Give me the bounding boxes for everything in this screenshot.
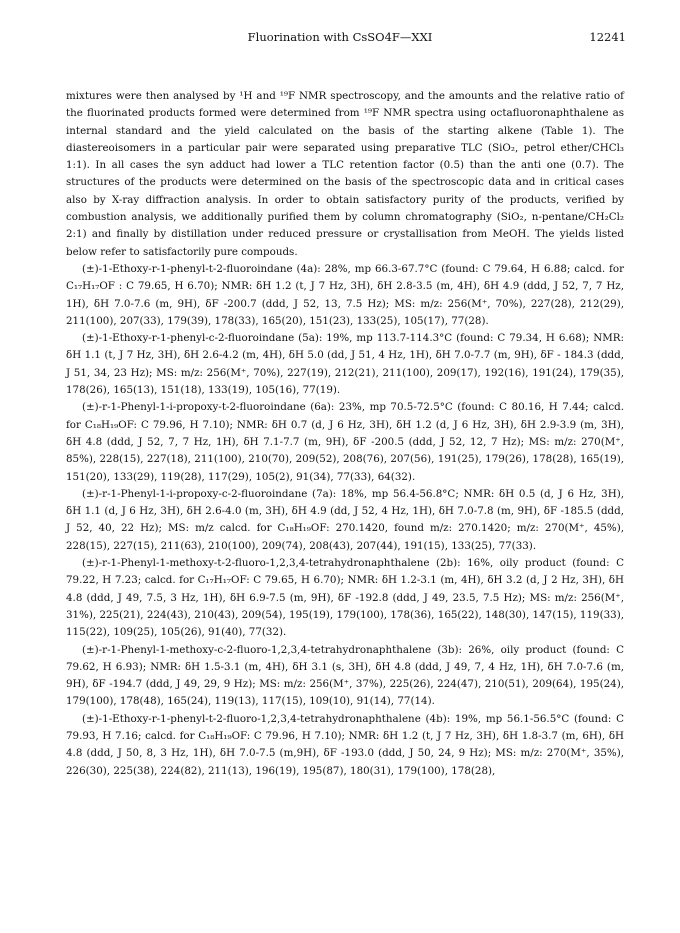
paragraph-compound-6a: (±)-r-1-Phenyl-1-i-propoxy-t-2-fluoroindane (6a): 23%, mp 70.5-72.5°C (found: C 80.16, H 7.44; calcd. for C₁₈H₁₉OF: C 79.96, H 7.10); NMR: δH 0.7 (d, J 6 Hz, 3H), δH 1.2 (d, J 6 Hz, 3H), δH 2.9-3.9 (m, 3H), δH 4.8 (ddd, J 52, 7, 7 Hz, 1H), δH 7.1-7.7 (m, 9H), δF -200.5 (ddd, J 52, 12, 7 Hz); MS: m/z: 270(M⁺, 85%), 228(15), 227(18), 211(100), 210(70), 209(52), 208(76), 207(56), 191(25), 179(26), 178(28), 165(19), 151(20), 133(29), 119(28), 117(29), 105(2), 91(34), 77(33), 64(32).	[66, 401, 624, 483]
paragraph-compound-7a: (±)-r-1-Phenyl-1-i-propoxy-c-2-fluoroindane (7a): 18%, mp 56.4-56.8°C; NMR: δH 0.5 (d, J 6 Hz, 3H), δH 1.1 (d, J 6 Hz, 3H), δH 2.6-4.0 (m, 3H), δH 4.9 (dd, J 52, 4 Hz, 1H), δH 7.0-7.8 (m, 9H), δF -185.5 (ddd, J 52, 40, 22 Hz); MS: m/z calcd. for C₁₈H₁₉OF: 270.1420, found m/z: 270.1420; m/z: 270(M⁺, 45%), 228(15), 227(15), 211(63), 210(100), 209(74), 208(43), 207(44), 191(15), 133(25), 77(33).	[66, 487, 624, 552]
page-number: 12241	[589, 30, 626, 44]
paragraph-compound-4a: (±)-1-Ethoxy-r-1-phenyl-t-2-fluoroindane (4a): 28%, mp 66.3-67.7°C (found: C 79.64, H 6.88; calcd. for C₁₇H₁₇OF : C 79.65, H 6.70); NMR: δH 1.2 (t, J 7 Hz, 3H), δH 2.8-3.5 (m, 4H), δH 4.9 (ddd, J 52, 7, 7 Hz, 1H), δH 7.0-7.6 (m, 9H), δF -200.7 (ddd, J 52, 13, 7.5 Hz); MS: m/z: 256(M⁺, 70%), 227(28), 212(29), 211(100), 207(33), 179(39), 178(33), 165(20), 151(23), 133(25), 105(17), 77(28).	[66, 262, 624, 327]
article-body	[66, 88, 624, 780]
paragraph-intro: mixtures were then analysed by ¹H and ¹⁹F NMR spectroscopy, and the amounts and the relative ratio of the fluorinated products formed were determined from ¹⁹F NMR spectra using octafluoronaphthalene as internal standard and the yield calculated on the basis of the starting alkene (Table 1). The diastereoisomers in a particular pair were separated using preparative TLC (SiO₂, petrol ether/CHCl₃ 1:1). In all cases the syn adduct had lower a TLC retention factor (0.5) than the anti one (0.7). The structures of the products were determined on the basis of the spectroscopic data and in critical cases also by X-ray diffraction analysis. In order to obtain satisfactory purity of the products, verified by combustion analysis, we additionally purified them by column chromatography (SiO₂, n-pentane/CH₂Cl₂ 2:1) and finally by distillation under reduced pressure or crystallisation from MeOH. The yields listed below refer to satisfactorily pure compouds.	[66, 90, 624, 258]
paragraph-compound-4b: (±)-1-Ethoxy-r-1-phenyl-t-2-fluoro-1,2,3,4-tetrahydronaphthalene (4b): 19%, mp 56.1-56.5°C (found: C 79.93, H 7.16; calcd. for C₁₈H₁₉OF: C 79.96, H 7.10); NMR: δH 1.2 (t, J 7 Hz, 3H), δH 1.8-3.7 (m, 6H), δH 4.8 (ddd, J 50, 8, 3 Hz, 1H), δH 7.0-7.5 (m,9H), δF -193.0 (ddd, J 50, 24, 9 Hz); MS: m/z: 270(M⁺, 35%), 226(30), 225(38), 224(82), 211(13), 196(19), 195(87), 180(31), 179(100), 178(28),	[66, 712, 624, 777]
paragraph-compound-3b: (±)-r-1-Phenyl-1-methoxy-c-2-fluoro-1,2,3,4-tetrahydronaphthalene (3b): 26%, oily product (found: C 79.62, H 6.93); NMR: δH 1.5-3.1 (m, 4H), δH 3.1 (s, 3H), δH 4.8 (ddd, J 49, 7, 4 Hz, 1H), δH 7.0-7.6 (m, 9H), δF -194.7 (ddd, J 49, 29, 9 Hz); MS: m/z: 256(M⁺, 37%), 225(26), 224(47), 210(51), 209(64), 195(24), 179(100), 178(48), 165(24), 119(13), 117(15), 109(10), 91(14), 77(14).	[66, 643, 624, 708]
paragraph-compound-5a: (±)-1-Ethoxy-r-1-phenyl-c-2-fluoroindane (5a): 19%, mp 113.7-114.3°C (found: C 79.34, H 6.68); NMR: δH 1.1 (t, J 7 Hz, 3H), δH 2.6-4.2 (m, 4H), δH 5.0 (dd, J 51, 4 Hz, 1H), δH 7.0-7.7 (m, 9H), δF - 184.3 (ddd, J 51, 34, 23 Hz); MS: m/z: 256(M⁺, 70%), 227(19), 212(21), 211(100), 209(17), 192(16), 191(24), 179(35), 178(26), 165(13), 151(18), 133(19), 105(16), 77(19).	[66, 332, 624, 397]
paragraph-compound-2b: (±)-r-1-Phenyl-1-methoxy-t-2-fluoro-1,2,3,4-tetrahydronaphthalene (2b): 16%, oily product (found: C 79.22, H 7.23; calcd. for C₁₇H₁₇OF: C 79.65, H 6.70); NMR: δH 1.2-3.1 (m, 4H), δH 3.2 (d, J 2 Hz, 3H), δH 4.8 (ddd, J 49, 7.5, 3 Hz, 1H), δH 6.9-7.5 (m, 9H), δF -192.8 (ddd, J 49, 23.5, 7.5 Hz); MS: m/z: 256(M⁺, 31%), 225(21), 224(43), 210(43), 209(54), 195(19), 179(100), 178(36), 165(22), 148(30), 147(15), 119(33), 115(22), 109(25), 105(26), 91(40), 77(32).	[66, 557, 624, 639]
running-header-title: Fluorination with CsSO4F—XXI	[247, 30, 433, 44]
